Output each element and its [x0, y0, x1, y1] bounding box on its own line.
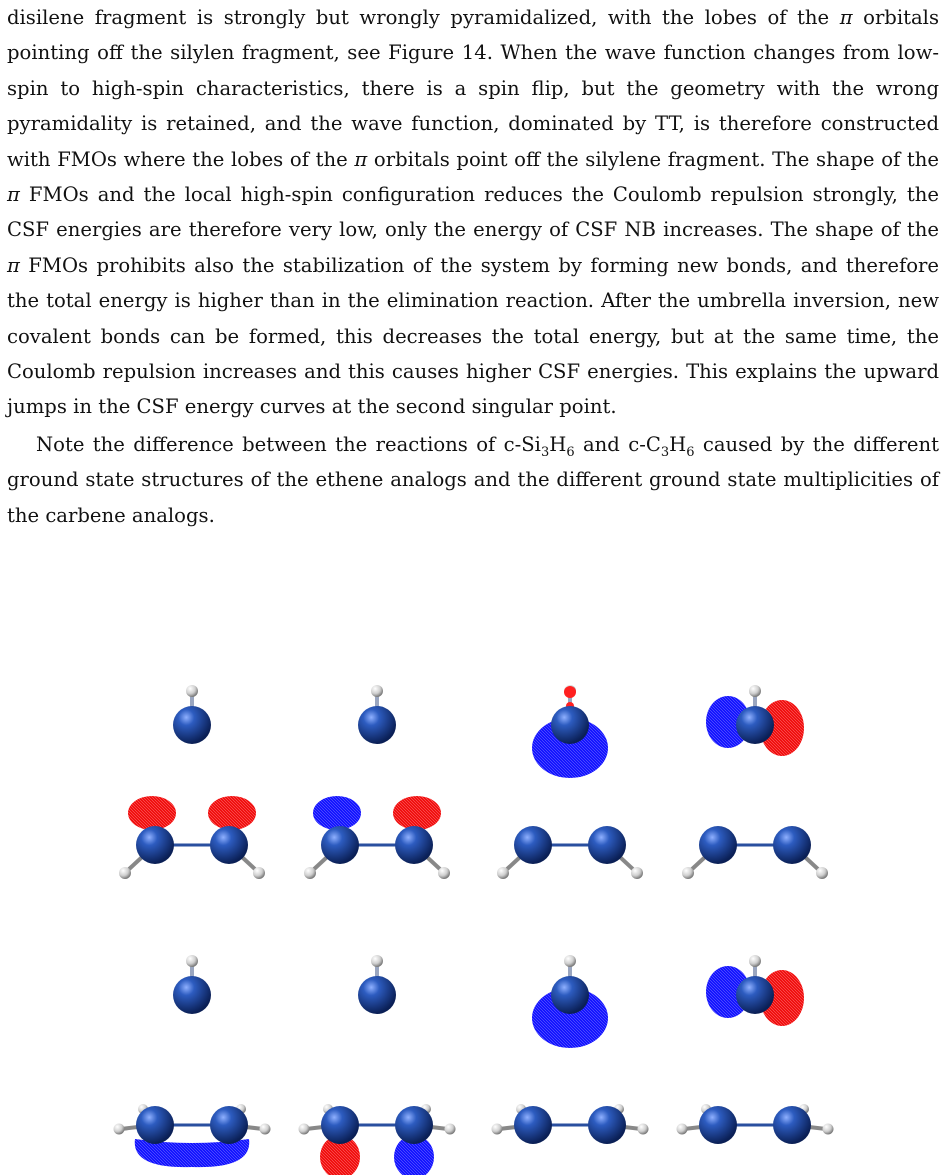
- atom-sphere: [358, 976, 396, 1014]
- atom-sphere: [588, 826, 626, 864]
- hydrogen-atom: [749, 685, 761, 697]
- orbital-tip-red: [564, 686, 576, 698]
- text-run: disilene fragment is strongly but wrongly pyramidalized, with the lobes of the: [7, 6, 840, 29]
- pi-lobe-red: [393, 796, 441, 830]
- atom-sphere: [136, 1106, 174, 1144]
- hydrogen-atom: [114, 1124, 125, 1135]
- hydrogen-atom: [260, 1124, 271, 1135]
- atom-sphere: [395, 826, 433, 864]
- atom-sphere: [773, 1106, 811, 1144]
- atom-sphere: [736, 706, 774, 744]
- hydrogen-atom: [749, 955, 761, 967]
- hydrogen-atom: [823, 1124, 834, 1135]
- hydrogen-atom: [631, 867, 643, 879]
- hydrogen-atom: [186, 955, 198, 967]
- paragraph-2: [7, 427, 939, 533]
- atom-sphere: [699, 826, 737, 864]
- pi-lobe-blue: [313, 796, 361, 830]
- hydrogen-atom: [304, 867, 316, 879]
- hydrogen-atom: [438, 867, 450, 879]
- atom-sphere: [321, 1106, 359, 1144]
- atom-sphere: [551, 706, 589, 744]
- text-run: and c-C: [574, 432, 661, 456]
- hydrogen-atom: [677, 1124, 688, 1135]
- hydrogen-atom: [682, 867, 694, 879]
- atom-sphere: [210, 826, 248, 864]
- subscript: 3: [660, 444, 670, 460]
- atom-sphere: [514, 826, 552, 864]
- hydrogen-atom: [371, 955, 383, 967]
- pi-symbol: π: [7, 183, 20, 207]
- atom-sphere: [551, 976, 589, 1014]
- text-run: H: [549, 432, 567, 456]
- hydrogen-atom: [816, 867, 828, 879]
- subscript: 6: [686, 444, 695, 460]
- hydrogen-atom: [445, 1124, 456, 1135]
- text-run: Note the difference between the reactions of c-Si: [36, 432, 541, 456]
- text-run: FMOs prohibits also the stabilization of the system by forming new bonds, and therefore the total energy is higher than in the elimination reaction. After the umbrella inversion, new covalent bonds can be formed, this decreases the total energy, but at the same time, the Coulomb repulsion increases and this causes higher CSF energies. This explains the upward jumps in the CSF energy curves at the second singular point.: [7, 253, 939, 419]
- atom-sphere: [736, 976, 774, 1014]
- hydrogen-atom: [186, 685, 198, 697]
- atom-sphere: [395, 1106, 433, 1144]
- pi-symbol: π: [839, 6, 853, 29]
- atom-sphere: [773, 826, 811, 864]
- molecular-orbital-figure: [0, 660, 945, 1175]
- pi-symbol: π: [354, 147, 368, 171]
- atom-sphere: [210, 1106, 248, 1144]
- subscript: 6: [566, 444, 575, 460]
- text-run: H: [669, 432, 687, 456]
- text-run: orbitals point off the silylene fragment. The shape of the: [367, 147, 939, 171]
- body-text: [7, 0, 939, 533]
- atom-sphere: [588, 1106, 626, 1144]
- hydrogen-atom: [119, 867, 131, 879]
- text-run: orbitals pointing off the silylen fragment, see Figure 14. When the wave function changes from low-spin to high-spin characteristics, there is a spin flip, but the geometry with the wrong pyramidality is retained, and the wave function, dominated by TT, is therefore constructed with FMOs where the lobes of the: [7, 6, 939, 171]
- pi-lobe-red: [128, 796, 176, 830]
- subscript: 3: [540, 444, 550, 460]
- atom-sphere: [321, 826, 359, 864]
- text-run: FMOs and the local high-spin configuration reduces the Coulomb repulsion strongly, the CSF energies are therefore very low, only the energy of CSF NB increases. The shape of the: [7, 183, 939, 242]
- pi-symbol: π: [7, 253, 20, 277]
- atom-sphere: [358, 706, 396, 744]
- paragraph-1: [7, 0, 939, 425]
- atom-sphere: [699, 1106, 737, 1144]
- text-run: caused by the different ground state structures of the ethene analogs and the different ground state multiplicities of the carbene analogs.: [7, 432, 939, 527]
- hydrogen-atom: [253, 867, 265, 879]
- atom-sphere: [173, 706, 211, 744]
- hydrogen-atom: [492, 1124, 503, 1135]
- pi-lobe-red: [208, 796, 256, 830]
- hydrogen-atom: [497, 867, 509, 879]
- hydrogen-atom: [564, 955, 576, 967]
- hydrogen-atom: [638, 1124, 649, 1135]
- atom-sphere: [136, 826, 174, 864]
- figure-14-canvas: [0, 660, 945, 1175]
- hydrogen-atom: [371, 685, 383, 697]
- atom-sphere: [173, 976, 211, 1014]
- hydrogen-atom: [299, 1124, 310, 1135]
- atom-sphere: [514, 1106, 552, 1144]
